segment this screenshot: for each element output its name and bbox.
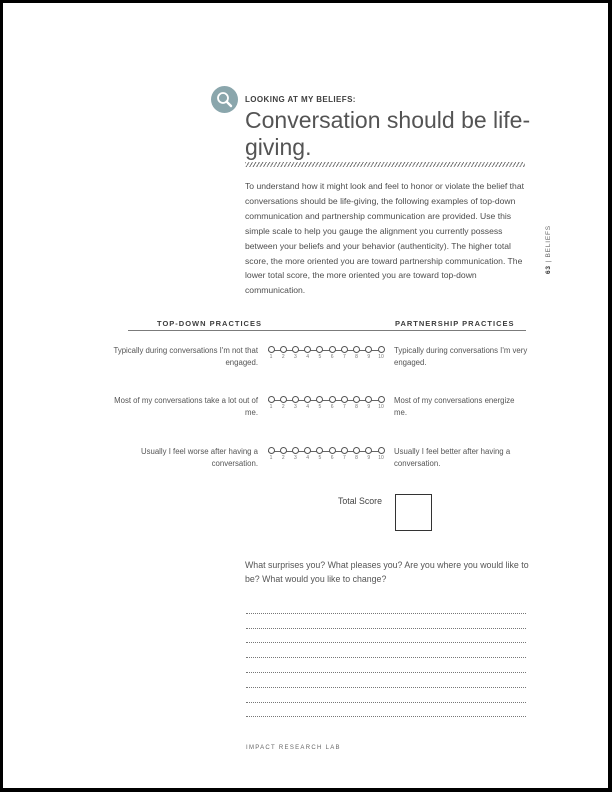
column-header-top-down: TOP-DOWN PRACTICES — [157, 319, 262, 328]
scale-circle[interactable] — [280, 396, 287, 403]
scale-circle[interactable] — [304, 447, 311, 454]
scale-point[interactable] — [363, 446, 375, 470]
scale-circle[interactable] — [316, 447, 323, 454]
partnership-statement: Typically during conversations I'm very engaged. — [394, 346, 528, 367]
scale-circle[interactable] — [292, 346, 299, 353]
writing-line[interactable] — [246, 643, 526, 658]
writing-line[interactable] — [246, 703, 526, 718]
scale-number: 8 — [355, 404, 358, 410]
scale-point[interactable] — [338, 345, 350, 369]
scale-circle[interactable] — [353, 396, 360, 403]
scale-circle[interactable] — [365, 447, 372, 454]
scale-point[interactable] — [302, 345, 314, 369]
magnifier-icon — [211, 86, 238, 113]
scale-point[interactable] — [265, 395, 277, 419]
scale-point[interactable] — [289, 345, 301, 369]
scale-circle[interactable] — [329, 447, 336, 454]
worksheet-page — [3, 3, 608, 788]
scale-circle[interactable] — [329, 346, 336, 353]
rating-scale[interactable] — [265, 446, 387, 470]
scale-number: 9 — [367, 455, 371, 461]
scale-number: 3 — [294, 404, 297, 410]
scale-number: 4 — [306, 404, 310, 410]
scale-circle[interactable] — [268, 447, 275, 454]
scale-circle[interactable] — [280, 346, 287, 353]
section-eyebrow: LOOKING AT MY BELIEFS: — [245, 95, 356, 104]
scale-number: 7 — [342, 354, 346, 360]
scale-point[interactable] — [363, 395, 375, 419]
scale-point[interactable] — [338, 395, 350, 419]
writing-line[interactable] — [246, 629, 526, 644]
scale-number: 5 — [318, 455, 322, 461]
writing-line[interactable] — [246, 658, 526, 673]
scale-number: 10 — [378, 404, 384, 410]
scale-number: 3 — [294, 455, 297, 461]
scale-circle[interactable] — [292, 447, 299, 454]
scale-point[interactable] — [326, 345, 338, 369]
reflection-question: What surprises you? What pleases you? Are you where you would like to be? What would you like to change? — [245, 560, 529, 584]
rating-scale[interactable] — [265, 395, 387, 419]
scale-circle[interactable] — [280, 447, 287, 454]
scale-circle[interactable] — [378, 447, 385, 454]
scale-point[interactable] — [265, 446, 277, 470]
scale-circle[interactable] — [304, 346, 311, 353]
scale-number: 4 — [306, 455, 310, 461]
total-score-label: Total Score — [338, 496, 383, 506]
scale-circle[interactable] — [378, 346, 385, 353]
section-name: BELIEFS — [545, 225, 552, 258]
scale-circle[interactable] — [353, 447, 360, 454]
scale-point[interactable] — [289, 395, 301, 419]
scale-point[interactable] — [289, 446, 301, 470]
scale-point[interactable] — [351, 395, 363, 419]
scale-point[interactable] — [265, 345, 277, 369]
top-down-statement: Typically during conversations I'm not that engaged. — [113, 346, 258, 367]
scale-number: 2 — [281, 354, 285, 360]
scale-point[interactable] — [302, 395, 314, 419]
scale-circle[interactable] — [353, 346, 360, 353]
scale-circle[interactable] — [304, 396, 311, 403]
scale-number: 1 — [269, 354, 273, 360]
column-header-partnership: PARTNERSHIP PRACTICES — [395, 319, 515, 328]
scale-number: 2 — [281, 404, 285, 410]
top-down-statement: Most of my conversations take a lot out of me. — [114, 396, 258, 417]
scale-circle[interactable] — [329, 396, 336, 403]
practice-row — [3, 446, 608, 474]
scale-circle[interactable] — [341, 447, 348, 454]
scale-circle[interactable] — [378, 396, 385, 403]
scale-circle[interactable] — [316, 346, 323, 353]
footer-brand: IMPACT RESEARCH LAB — [246, 745, 341, 751]
scale-point[interactable] — [351, 446, 363, 470]
scale-point[interactable] — [314, 345, 326, 369]
page-number: 63 — [545, 265, 552, 274]
scale-number: 6 — [330, 455, 334, 461]
scale-number: 4 — [306, 354, 310, 360]
scale-number: 10 — [378, 455, 384, 461]
practice-row — [3, 345, 608, 373]
scale-point[interactable] — [363, 345, 375, 369]
scale-point[interactable] — [351, 345, 363, 369]
header-rule — [128, 330, 526, 331]
scale-point[interactable] — [277, 395, 289, 419]
scale-point[interactable] — [277, 345, 289, 369]
page-title: Conversation should be life-giving. — [245, 107, 531, 160]
scale-circle[interactable] — [268, 346, 275, 353]
rating-scale[interactable] — [265, 345, 387, 369]
intro-paragraph: To understand how it might look and feel to honor or violate the belief that conversations should be life-giving, the following examples of top-down communication and partnership communication are provided. Use this simple scale to help you gauge the alignment you currently possess between your beliefs and your behavior (authenticity). The higher total score, the more oriented you are toward partnership communication. The lower total score, the more oriented you are toward top-down communication. — [245, 181, 524, 296]
writing-line[interactable] — [246, 599, 526, 614]
scale-number: 10 — [378, 354, 384, 360]
scale-number: 6 — [330, 354, 334, 360]
scale-point[interactable] — [326, 446, 338, 470]
scale-point[interactable] — [314, 446, 326, 470]
scale-circle[interactable] — [268, 396, 275, 403]
scale-circle[interactable] — [316, 396, 323, 403]
scale-circle[interactable] — [365, 396, 372, 403]
scale-number: 8 — [355, 354, 358, 360]
scale-circle[interactable] — [341, 396, 348, 403]
writing-lines[interactable] — [246, 599, 526, 717]
total-score-box[interactable] — [395, 494, 432, 531]
practice-row — [3, 395, 608, 423]
scale-point[interactable] — [314, 395, 326, 419]
scale-number: 6 — [330, 404, 334, 410]
scale-number: 5 — [318, 354, 322, 360]
writing-line[interactable] — [246, 614, 526, 629]
scale-number: 7 — [342, 404, 346, 410]
scale-number: 1 — [269, 404, 273, 410]
scale-circle[interactable] — [292, 396, 299, 403]
scale-number: 7 — [342, 455, 346, 461]
scale-circle[interactable] — [365, 346, 372, 353]
partnership-statement: Usually I feel better after having a conversation. — [394, 447, 511, 468]
partnership-statement: Most of my conversations energize me. — [394, 396, 515, 417]
scale-circle[interactable] — [341, 346, 348, 353]
side-page-tab: 63 | BELIEFS — [545, 225, 552, 274]
scale-number: 3 — [294, 354, 297, 360]
scale-point[interactable] — [375, 395, 387, 419]
scale-point[interactable] — [375, 345, 387, 369]
scale-point[interactable] — [375, 446, 387, 470]
scale-point[interactable] — [338, 446, 350, 470]
scale-number: 9 — [367, 404, 371, 410]
scale-point[interactable] — [302, 446, 314, 470]
scale-number: 1 — [269, 455, 273, 461]
scale-point[interactable] — [326, 395, 338, 419]
writing-line[interactable] — [246, 673, 526, 688]
scale-point[interactable] — [277, 446, 289, 470]
scale-number: 8 — [355, 455, 358, 461]
scale-number: 2 — [281, 455, 285, 461]
writing-line[interactable] — [246, 688, 526, 703]
hatched-divider — [245, 162, 525, 167]
scale-number: 5 — [318, 404, 322, 410]
top-down-statement: Usually I feel worse after having a conversation. — [140, 447, 258, 468]
scale-number: 9 — [367, 354, 371, 360]
